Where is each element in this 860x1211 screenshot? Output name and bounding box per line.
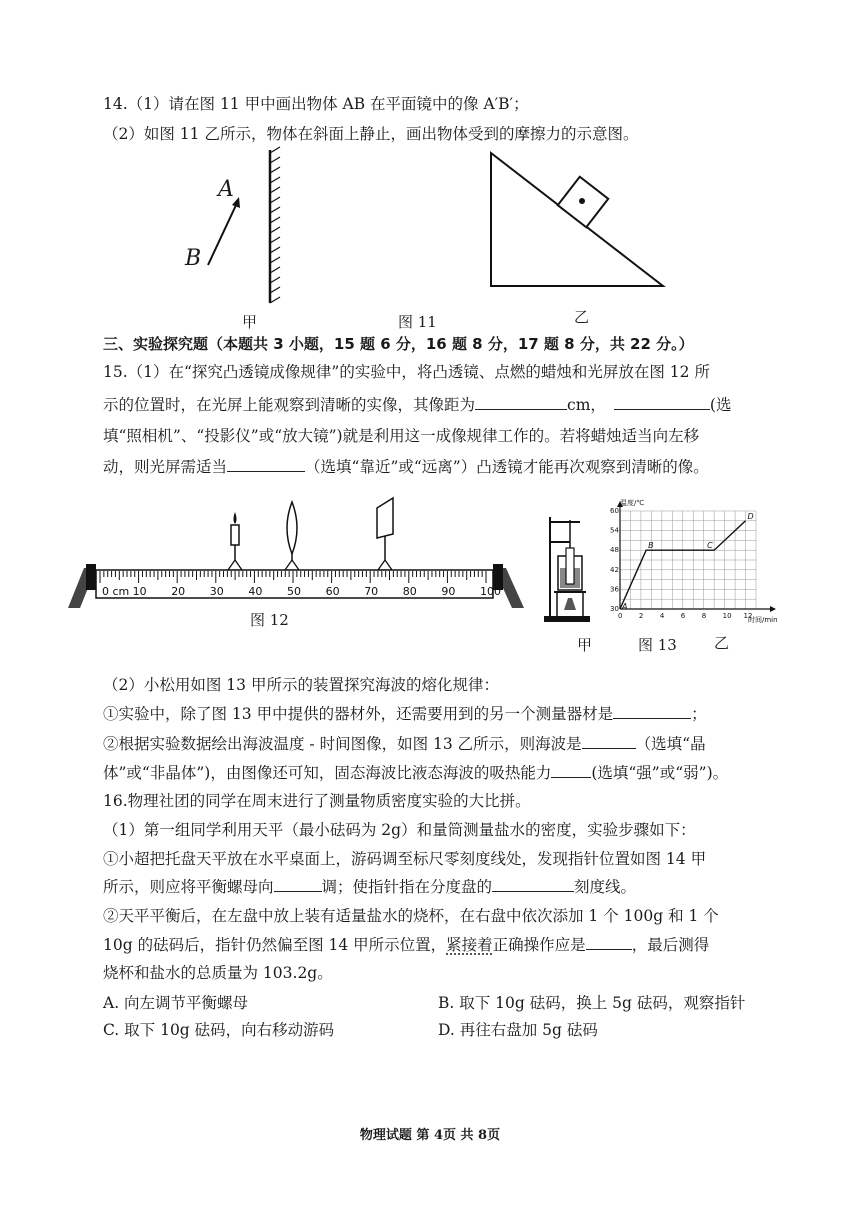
ruler-tick-label: 80 <box>402 585 417 598</box>
light-screen <box>377 498 393 570</box>
x-tick-label: 12 <box>743 612 753 620</box>
q16-line1: 16.物理社团的同学在周末进行了测量物质密度实验的大比拼。 <box>103 792 531 810</box>
figure-13-temperature-chart <box>596 497 790 629</box>
chart-grid <box>620 511 756 609</box>
x-tick-label: 2 <box>638 612 644 620</box>
q15-line3: 填“照相机”、“投影仪”或“放大镜”)就是利用这一成像规律工作的。若将蜡烛适当向左移 <box>103 427 700 445</box>
figure-13-apparatus <box>542 512 594 624</box>
x-tick-label: 8 <box>701 612 707 620</box>
q15-2-line3-text: ②根据实验数据绘出海波温度 - 时间图像，如图 13 乙所示，则海波是 <box>103 735 582 753</box>
y-tick-label: 42 <box>610 565 619 574</box>
q16-line4 <box>103 877 636 897</box>
ruler-tick-label: 40 <box>248 585 263 598</box>
point-label-c: C <box>707 541 713 551</box>
q16-line4-mid: 调；使指针指在分度盘的 <box>321 878 493 896</box>
answer-blank-heat-absorb[interactable] <box>551 763 591 778</box>
chart-x-axis-label: 时间/min <box>748 616 778 624</box>
answer-blank-operation[interactable] <box>586 935 632 950</box>
q16-line4-text: 所示，则应将平衡螺母向 <box>103 878 274 896</box>
q15-2-line3-end: （选填“晶 <box>635 735 706 753</box>
fig11-caption-jia: 甲 <box>242 313 258 331</box>
page-footer: 物理试题 第 4页 共 8页 <box>359 1128 501 1143</box>
q15-line4-end: （选填“靠近”或“远离”）凸透镜才能再次观察到清晰的像。 <box>305 458 709 476</box>
fig11-caption: 图 11 <box>398 313 437 331</box>
answer-blank-crystal[interactable] <box>582 734 636 749</box>
q15-2-line1: （2）小松用如图 13 甲所示的装置探究海波的熔化规律： <box>103 676 499 694</box>
q16-line6 <box>103 935 709 955</box>
q14-line1: 14.（1）请在图 11 甲中画出物体 AB 在平面镜中的像 A′B′； <box>103 95 529 113</box>
ruler-tick-label: 30 <box>209 585 224 598</box>
x-tick-label: 6 <box>680 612 686 620</box>
y-tick-label: 36 <box>610 585 619 594</box>
ruler-tick-label: 60 <box>325 585 340 598</box>
q16-line6-mid: 正确操作应是 <box>492 936 586 954</box>
q15-line4 <box>103 457 709 477</box>
object-ab-arrow <box>208 203 237 265</box>
ruler-tick-label: 0 cm <box>102 585 130 598</box>
label-b: B <box>185 246 202 271</box>
figure-12-optical-bench <box>66 490 526 610</box>
q16-line6-end: ，最后测得 <box>631 936 710 954</box>
answer-blank-scale-line[interactable] <box>492 877 574 892</box>
x-tick-label: 0 <box>618 612 623 620</box>
q16-line5: ②天平平衡后，在左盘中放上装有适量盐水的烧杯，在右盘中依次添加 1 个 100g 和 1 个 <box>103 907 719 925</box>
answer-blank-direction[interactable] <box>274 877 322 892</box>
answer-blank-device[interactable] <box>614 395 710 410</box>
answer-blank-instrument[interactable] <box>613 704 691 719</box>
q15-2-line3 <box>103 734 706 754</box>
mirror-hatching <box>270 147 280 303</box>
q15-2-line2 <box>103 704 707 724</box>
y-tick-label: 30 <box>610 605 619 613</box>
ruler-tick-label: 50 <box>287 585 301 598</box>
point-label-a: A <box>622 602 628 611</box>
ruler-tick-label: 100 <box>480 585 501 598</box>
y-tick-label: 48 <box>610 546 619 555</box>
q15-unit: cm， <box>567 396 606 414</box>
q15-line2 <box>103 395 731 415</box>
q16-emphasis: 紧接着 <box>446 936 493 954</box>
q16-line2: （1）第一组同学利用天平（最小砝码为 2g）和量筒测量盐水的密度，实验步骤如下： <box>103 821 696 839</box>
q16-line3: ①小超把托盘天平放在水平桌面上，游码调至标尺零刻度线处，发现指针位置如图 14 甲 <box>103 850 707 868</box>
ruler-tick-label: 90 <box>441 585 456 598</box>
fig13-caption-yi: 乙 <box>714 634 730 652</box>
q15-line2-end: (选 <box>709 396 732 414</box>
y-tick-label: 54 <box>610 526 619 535</box>
q15-line2-text: 示的位置时，在光屏上能观察到清晰的实像，其像距为 <box>103 396 476 414</box>
convex-lens <box>285 502 299 570</box>
fig13-caption-jia: 甲 <box>577 636 593 654</box>
ruler-tick-label: 10 <box>132 585 147 598</box>
figure-11-incline <box>486 148 671 293</box>
option-a[interactable]: A. 向左调节平衡螺母 <box>103 994 249 1012</box>
q15-2-line2-text: ①实验中，除了图 13 甲中提供的器材外，还需要用到的另一个测量器材是 <box>103 705 614 723</box>
ruler-tick-label: 20 <box>171 585 186 598</box>
x-axis-arrow <box>770 606 776 612</box>
x-tick-label: 4 <box>659 612 665 620</box>
fig12-caption: 图 12 <box>250 611 289 629</box>
q16-line7: 烧杯和盐水的总质量为 103.2g。 <box>103 964 333 982</box>
option-d[interactable]: D. 再往右盘加 5g 砝码 <box>438 1021 598 1039</box>
figure-11-mirror <box>170 145 300 305</box>
q16-line4-end: 刻度线。 <box>574 878 637 896</box>
label-a: A <box>218 177 234 202</box>
option-c[interactable]: C. 取下 10g 砝码，向右移动游码 <box>103 1021 335 1039</box>
ruler-tick-label: 70 <box>364 585 379 598</box>
answer-blank-image-distance[interactable] <box>475 395 567 410</box>
point-label-d: D <box>747 511 754 521</box>
fig11-caption-yi: 乙 <box>574 308 590 326</box>
y-tick-label: 60 <box>610 507 619 515</box>
section-3-heading: 三、实验探究题（本题共 3 小题，15 题 6 分，16 题 8 分，17 题 8 分，共 22 分。） <box>103 335 694 353</box>
q15-line1: 15.（1）在“探究凸透镜成像规律”的实验中，将凸透镜、点燃的蜡烛和光屏放在图 12 所 <box>103 363 710 381</box>
q15-2-line4 <box>103 763 728 783</box>
chart-tick-labels <box>610 507 752 620</box>
answer-blank-screen-move[interactable] <box>227 457 305 472</box>
q16-line6-text: 10g 的砝码后，指针仍然偏至图 14 甲所示位置， <box>103 936 447 954</box>
q14-line2: （2）如图 11 乙所示，物体在斜面上静止，画出物体受到的摩擦力的示意图。 <box>103 125 639 143</box>
option-b[interactable]: B. 取下 10g 砝码，换上 5g 砝码，观察指针 <box>438 994 746 1012</box>
point-label-b: B <box>648 541 654 551</box>
x-tick-label: 10 <box>722 612 732 620</box>
candle <box>228 512 242 570</box>
chart-y-axis-label: 温度/℃ <box>620 499 645 507</box>
q15-2-line2-end: ； <box>691 705 707 723</box>
q15-line4-text: 动，则光屏需适当 <box>103 458 228 476</box>
q15-2-line4-text: 体”或“非晶体”)，由图像还可知，固态海波比液态海波的吸热能力 <box>103 764 552 782</box>
fig13-caption: 图 13 <box>638 636 677 654</box>
q15-2-line4-end: (选填“强”或“弱”)。 <box>591 764 729 782</box>
